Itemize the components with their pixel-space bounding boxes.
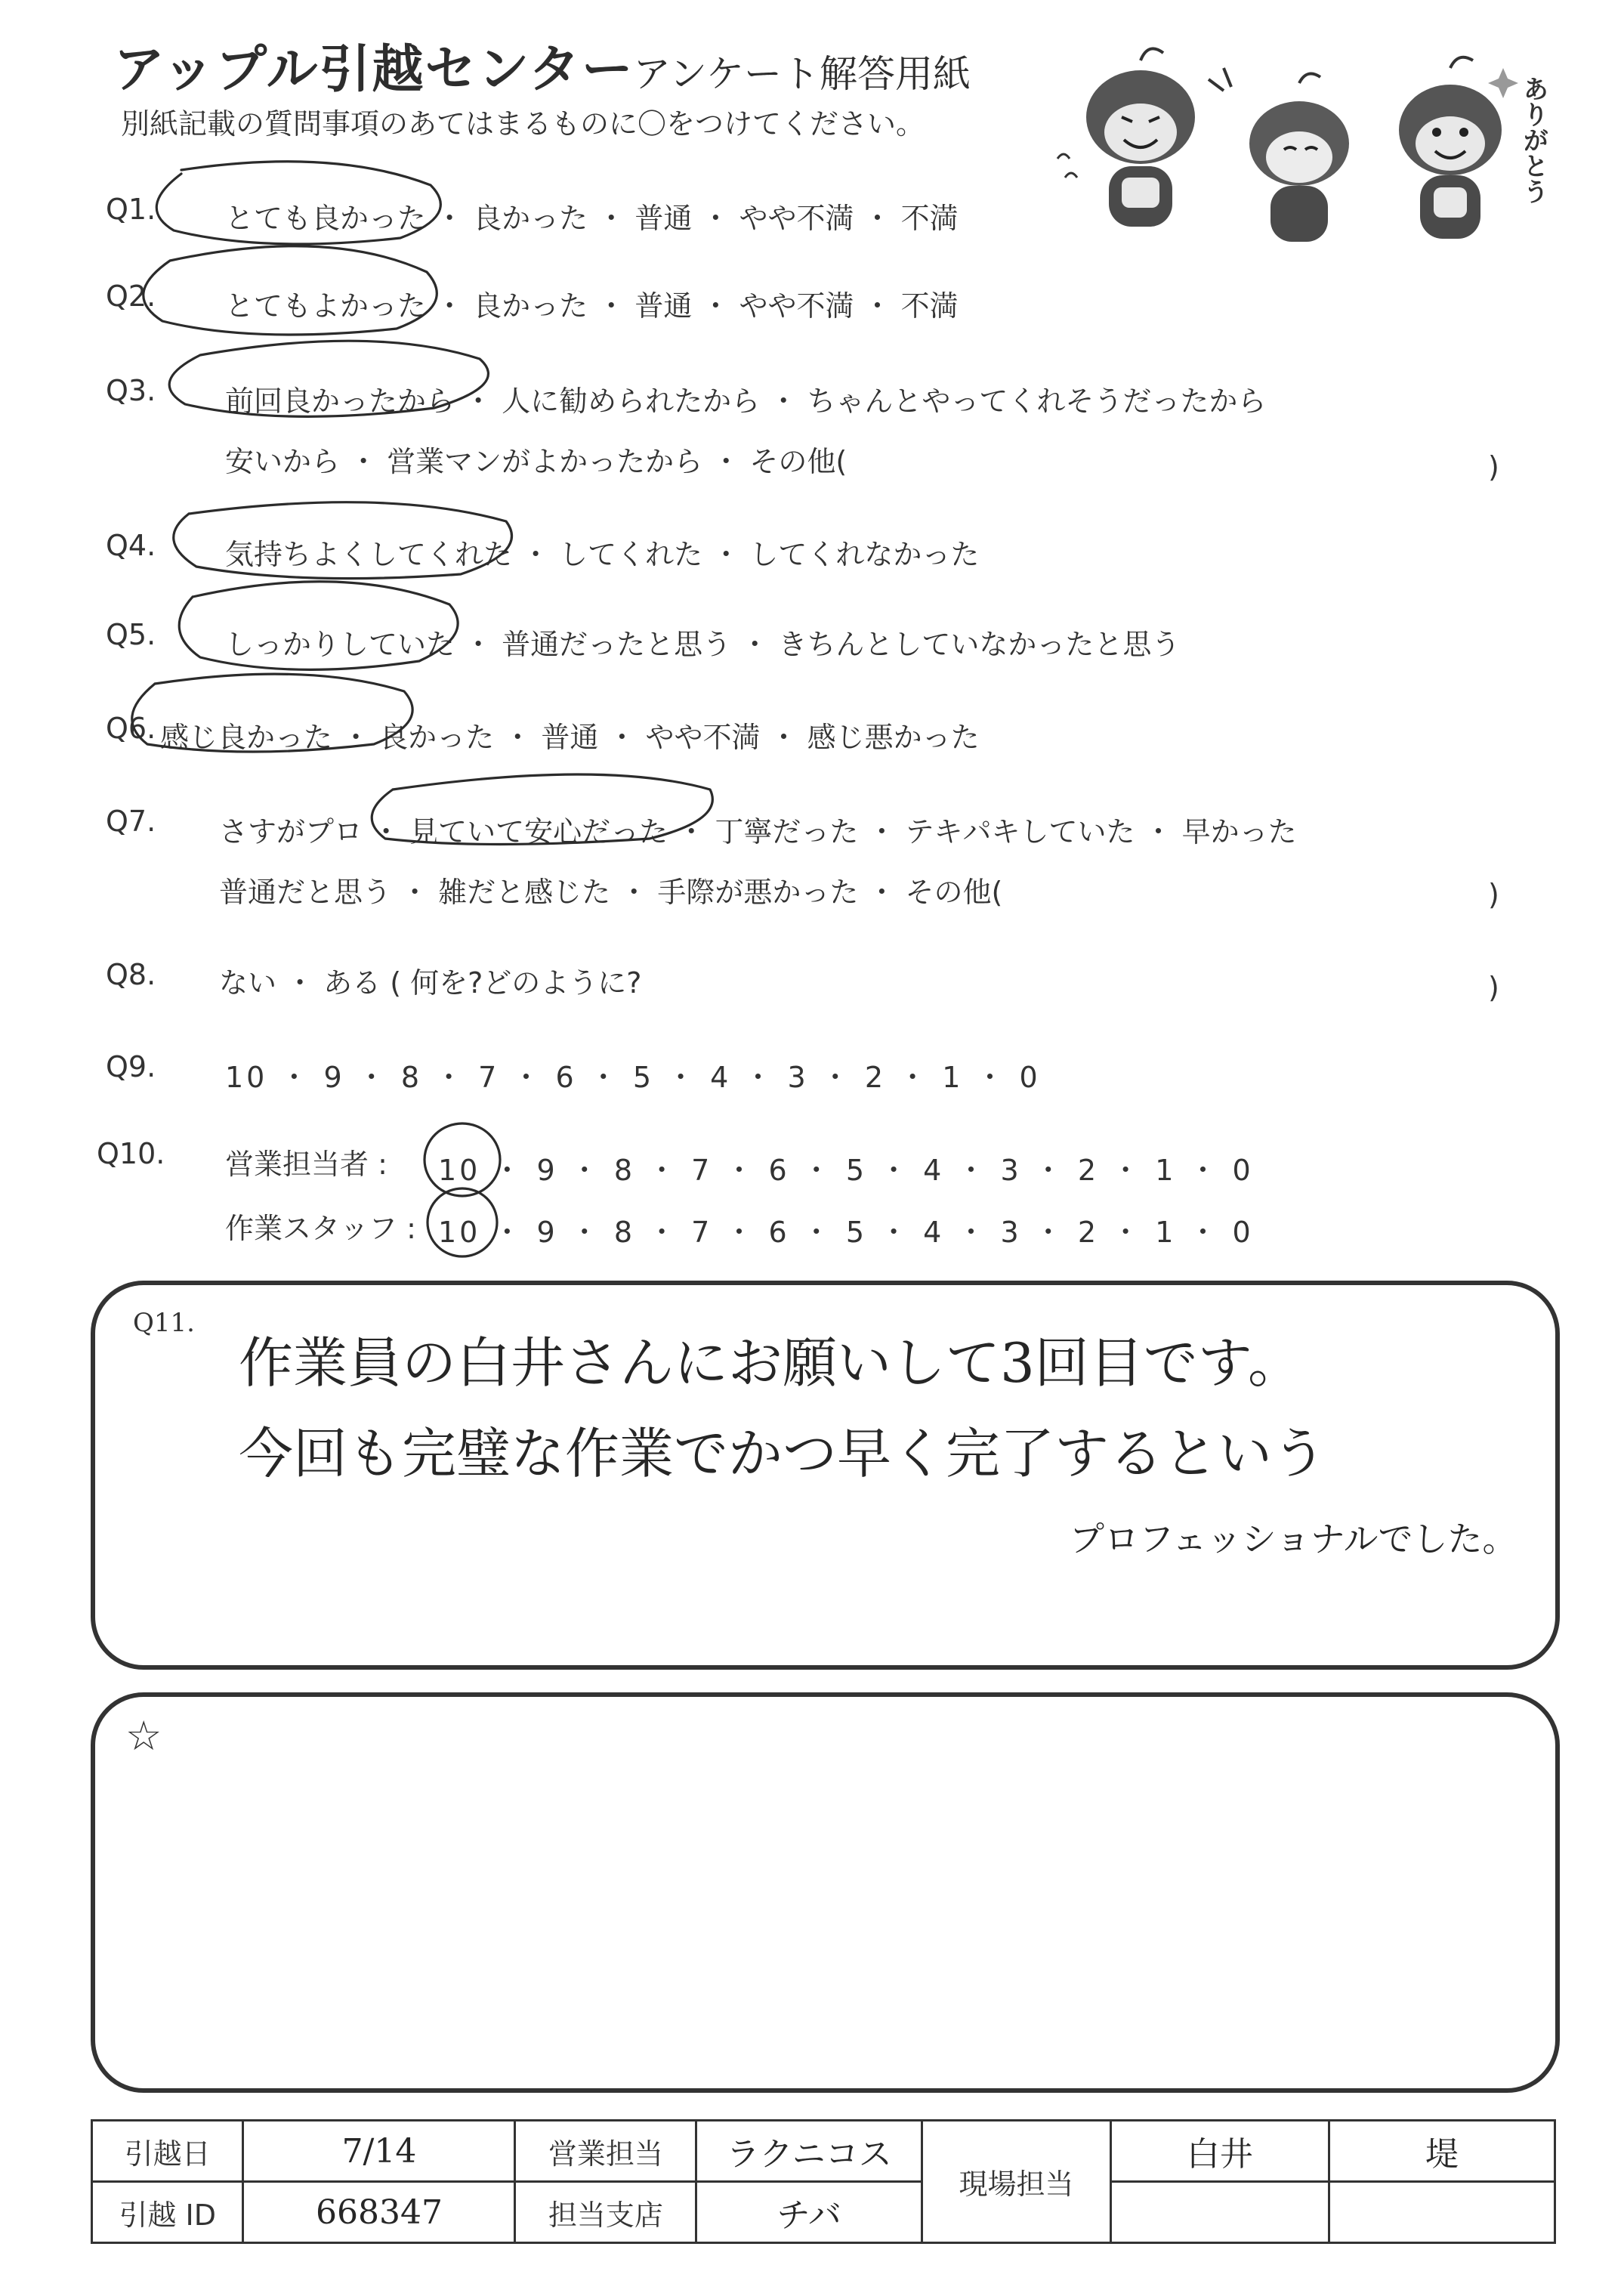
- q5-selection-circle: [179, 582, 458, 670]
- q3-paren-close: ): [1488, 450, 1499, 484]
- q10-staff-selection-circle: [428, 1188, 497, 1256]
- q1-options: とても良かった ・ 良かった ・ 普通 ・ やや不満 ・ 不満: [225, 202, 959, 235]
- move-id-handwriting: 668347: [315, 2193, 443, 2232]
- q1-label: Q1.: [106, 193, 156, 226]
- mascot-thanks-text: ありがとう: [1518, 76, 1548, 204]
- move-id-value: [243, 2182, 515, 2243]
- q2-label: Q2.: [106, 280, 156, 313]
- site-staff-value-1: [1110, 2121, 1329, 2182]
- q3-options-line2: 安いから ・ 営業マンがよかったから ・ その他(: [225, 445, 848, 478]
- q3-selection-circle: [169, 341, 488, 416]
- form-title: アップル引越センター: [113, 40, 634, 100]
- branch-label: 担当支店: [515, 2182, 696, 2243]
- q9-scale: 10 ・ 9 ・ 8 ・ 7 ・ 6 ・ 5 ・ 4 ・ 3 ・ 2 ・ 1 ・ 0: [225, 1061, 1041, 1094]
- q7-label: Q7.: [106, 805, 156, 838]
- q11-handwriting-line2: 今回も完璧な作業でかつ早く完了するという: [239, 1422, 1327, 1485]
- instruction-text: 別紙記載の質問事項のあてはまるものに〇をつけてください。: [121, 107, 925, 141]
- q5-label: Q5.: [106, 618, 156, 651]
- q9-label: Q9.: [106, 1050, 156, 1083]
- q5-options: しっかりしていた ・ 普通だったと思う ・ きちんとしていなかったと思う: [225, 628, 1181, 661]
- q4-selection-circle: [174, 502, 512, 579]
- q8-paren-close: ): [1488, 971, 1499, 1004]
- sales-rep-value: [696, 2121, 922, 2182]
- site-staff-value-2: [1329, 2121, 1555, 2182]
- q2-selection-circle: [144, 246, 437, 335]
- q6-selection-circle: [132, 674, 412, 752]
- site-staff-empty-1: [1110, 2182, 1329, 2243]
- q6-options: 感じ良かった ・ 良かった ・ 普通 ・ やや不満 ・ 感じ悪かった: [160, 721, 980, 754]
- q8-options: ない ・ ある ( 何を?どのように?: [219, 966, 642, 1000]
- branch-value: [696, 2182, 922, 2243]
- q10-sales-label: 営業担当者 :: [225, 1148, 387, 1181]
- branch-handwriting: チバ: [776, 2196, 841, 2235]
- q4-label: Q4.: [106, 529, 156, 562]
- q10-sales-scale: 10 ・ 9 ・ 8 ・ 7 ・ 6 ・ 5 ・ 4 ・ 3 ・ 2 ・ 1 ・ 0: [438, 1154, 1254, 1187]
- move-date-label: 引越日: [92, 2121, 243, 2182]
- sales-rep-handwriting: ラクニコス: [726, 2135, 892, 2174]
- q7-options-line1: さすがプロ ・ 見ていて安心だった ・ 丁寧だった ・ テキパキしていた ・ 早かった: [219, 815, 1297, 848]
- q10-label: Q10.: [97, 1137, 165, 1170]
- q1-selection-circle: [156, 162, 440, 244]
- move-id-label: 引越 ID: [92, 2182, 243, 2243]
- q10-staff-label: 作業スタッフ :: [225, 1212, 416, 1245]
- q11-comment-box: [91, 1281, 1560, 1670]
- star-comment-box: [91, 1692, 1560, 2093]
- move-date-handwriting: 7/14: [341, 2131, 417, 2171]
- form-subtitle: アンケート解答用紙: [633, 52, 971, 96]
- q11-handwriting-line3: プロフェッショナルでした。: [1070, 1519, 1517, 1559]
- site-staff-handwriting-1: 白井: [1186, 2135, 1253, 2174]
- star-icon: ☆: [125, 1712, 162, 1760]
- q7-options-line2: 普通だと思う ・ 雑だと感じた ・ 手際が悪かった ・ その他(: [219, 876, 1003, 909]
- q7-paren-close: ): [1488, 878, 1499, 911]
- q11-label: Q11.: [133, 1308, 195, 1338]
- q4-options: 気持ちよくしてくれた ・ してくれた ・ してくれなかった: [225, 538, 980, 571]
- sales-rep-label: 営業担当: [515, 2121, 696, 2182]
- move-date-value: [243, 2121, 515, 2182]
- q11-handwriting-line1: 作業員の白井さんにお願いして3回目です。: [239, 1331, 1303, 1395]
- q2-options: とてもよかった ・ 良かった ・ 普通 ・ やや不満 ・ 不満: [225, 289, 959, 323]
- q3-label: Q3.: [106, 374, 156, 407]
- q8-label: Q8.: [106, 958, 156, 991]
- q6-label: Q6.: [106, 712, 156, 745]
- q7-selection-circle: [372, 774, 712, 845]
- site-staff-label: 現場担当: [922, 2121, 1111, 2243]
- site-staff-empty-2: [1329, 2182, 1555, 2243]
- q10-staff-scale: 10 ・ 9 ・ 8 ・ 7 ・ 6 ・ 5 ・ 4 ・ 3 ・ 2 ・ 1 ・ 0: [438, 1216, 1254, 1249]
- q3-options-line1: 前回良かったから ・ 人に勧められたから ・ ちゃんとやってくれそうだったから: [225, 385, 1267, 418]
- q10-sales-selection-circle: [425, 1123, 500, 1196]
- footer-info-table: [91, 2119, 1556, 2244]
- site-staff-handwriting-2: 堤: [1425, 2135, 1459, 2174]
